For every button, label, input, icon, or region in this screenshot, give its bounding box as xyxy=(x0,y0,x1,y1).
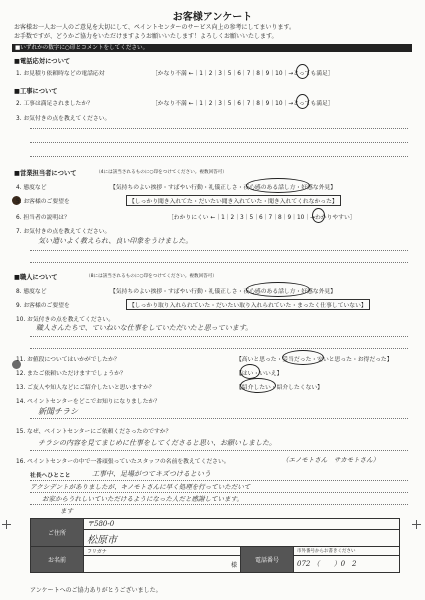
q1-scale: ［かなり不満 ←｜1｜2｜3｜5｜6｜7｜8｜9｜10｜→とっても満足］ xyxy=(152,71,334,77)
q12-options: 【はい・いいえ】 xyxy=(236,371,283,377)
q17-handwritten-line-1: 工事中、足場がつてキズつけるという xyxy=(92,470,211,478)
q10-handwritten-answer: 職人さんたちで、ていねいな仕事をしていただいたと思っています。 xyxy=(36,324,253,332)
phone-note: 市外番号からお書きください xyxy=(294,547,400,556)
q7-handwritten-answer: 気い遣いよく教えられ、良い印象をうけました。 xyxy=(38,237,193,245)
q12-label: 12. またご依頼いただけますでしょうか？ xyxy=(16,371,126,377)
q10-answer-line-1 xyxy=(30,336,408,337)
name-label: お名前 xyxy=(31,547,84,573)
q15-handwritten-answer: チラシの内容を見てまじめに仕事をしてくださると思い、お願いしました。 xyxy=(38,439,276,447)
q11-label: 11. お値段についてはいかがでしたか？ xyxy=(16,357,120,363)
q1-label: 1. お見積り依頼時などの電話応対 xyxy=(16,71,105,77)
closing-message: アンケートへのご協力ありがとうございました。 xyxy=(30,587,162,594)
q3-answer-line-1 xyxy=(30,128,408,129)
intro-text-1: お客様お一人お一人のご意見を大切にして、ペイントセンターのサービス向上の参考にしてまいります。 xyxy=(14,24,295,31)
sales-section-note: （4には該当されるものに○印をつけてください。複数回答可） xyxy=(96,170,227,175)
q1-answer-circle xyxy=(296,64,309,79)
q15-answer-line xyxy=(30,450,408,451)
q11-options: 【高いと思った・妥当だった・安いと思った・お得だった】 xyxy=(236,357,393,363)
q5-options: 【しっかり聞き入れてた・だいたい聞き入れていた・聞き入れてくれなかった】 xyxy=(126,195,341,206)
q2-answer-circle xyxy=(296,94,309,109)
q6-answer-circle xyxy=(312,208,325,223)
q12-answer-circle xyxy=(240,364,260,379)
q6-label: 6. 担当者の説明は？ xyxy=(16,215,70,221)
craftsman-section-note: （8には該当されるものに○印をつけてください。複数回答可） xyxy=(86,274,217,279)
q3-answer-line-2 xyxy=(30,142,408,143)
q2-scale: ［かなり不満 ←｜1｜2｜3｜5｜6｜7｜8｜9｜10｜→とっても満足］ xyxy=(152,101,334,107)
q13-label: 13. ご友人や知人などにご紹介したいと思いますか？ xyxy=(16,385,155,391)
q13-options: 【紹介したい・紹介したくない】 xyxy=(236,385,323,391)
q7-answer-line-1 xyxy=(30,250,408,251)
q3-answer-line-3 xyxy=(30,156,408,157)
craftsman-section-heading: ■職人について xyxy=(14,274,58,281)
q17-line-3 xyxy=(30,504,408,505)
q5-label: 5. お客様のご要望を xyxy=(16,199,70,205)
q6-scale: ［わかりにくい ←｜1｜2｜3｜5｜6｜7｜8｜9｜10｜→わかりやすい］ xyxy=(168,215,356,221)
q15-label: 15. なぜ、ペイントセンターにご依頼くださったのですか？ xyxy=(16,429,172,435)
q3-label: 3. お気付きの点を教えてください。 xyxy=(16,116,111,122)
q17-handwritten-line-3: お家からうれしいていただけるようになった人だと感謝しています。 xyxy=(42,495,243,503)
customer-info-form xyxy=(30,518,400,573)
construction-section-heading: ■工事について xyxy=(14,88,58,95)
q17-line-2 xyxy=(30,492,408,493)
q4-options: 【気持ちのよい挨拶・すばやい行動・礼儀正しさ・夜心感のある話し方・好感な外見】 xyxy=(110,185,337,191)
q11-answer-circle xyxy=(282,350,324,365)
q8-options: 【気持ちのよい挨拶・すばやい行動・礼儀正しさ・夜心感のある話し方・好感な外見】 xyxy=(110,289,337,295)
sales-section-heading: ■営業担当者について xyxy=(14,170,77,177)
intro-text-2: お手数ですが、どうかご協力をいただけますようお願いいたします！よろしくお願いいたします。 xyxy=(14,33,278,40)
registration-mark-left xyxy=(2,520,11,529)
q17-label: 社長へひとこと xyxy=(30,473,71,479)
q17-handwritten-line-2: アクシデントがありましたが、キノモトさんに早く処理を行っていただいて xyxy=(30,483,251,491)
q4-label: 4. 態度など xyxy=(16,185,47,191)
q14-label: 14. ペイントセンターをどこでお知りになりましたか？ xyxy=(16,399,160,405)
phone-label: 電話番号 xyxy=(241,547,294,573)
q2-label: 2. 工事は満足されましたか？ xyxy=(16,101,93,107)
q16-handwritten-answer: （エノモトさん サカモトさん） xyxy=(282,456,380,464)
q7-label: 7. お気付きの点を教えてください。 xyxy=(16,229,111,235)
q17-line-1 xyxy=(30,480,408,481)
q16-label: 16. ペイントセンターの中で一番頑張っていたスタッフの名前を教えてください。 xyxy=(16,459,230,465)
address-label: ご住所 xyxy=(31,519,84,547)
phone-section-heading: ■電話応対について xyxy=(14,58,71,65)
q13-answer-circle xyxy=(240,378,276,393)
registration-mark-right xyxy=(412,520,421,529)
q17-handwritten-line-4: ます xyxy=(60,507,73,515)
furigana-label: フリガナ xyxy=(84,547,241,556)
instruction-bar: ■いずれかの数字に○印とコメントをしてください。 xyxy=(12,44,412,52)
postal-code: 〒580-0 xyxy=(87,520,115,528)
q14-handwritten-answer: 新聞チラシ xyxy=(38,407,78,416)
q10-answer-line-2 xyxy=(30,348,408,349)
q7-answer-line-2 xyxy=(30,262,408,263)
q9-options: 【しっかり取り入れられていた・だいたい取り入れられていた・まったく仕事していない】 xyxy=(126,299,370,310)
q10-label: 10. お気付きの点を教えてください。 xyxy=(16,317,115,323)
sama-suffix: 様 xyxy=(84,556,241,573)
address-value: 松原市 xyxy=(87,534,117,546)
q8-answer-circle xyxy=(246,282,310,297)
q14-answer-line xyxy=(30,418,408,419)
phone-value: 072 （ ）0 2 xyxy=(297,560,357,568)
q4-answer-circle xyxy=(246,178,310,193)
survey-title: お客様アンケート xyxy=(172,12,253,23)
q8-label: 8. 態度など xyxy=(16,289,47,295)
q9-label: 9. お客様のご要望を xyxy=(16,303,70,309)
